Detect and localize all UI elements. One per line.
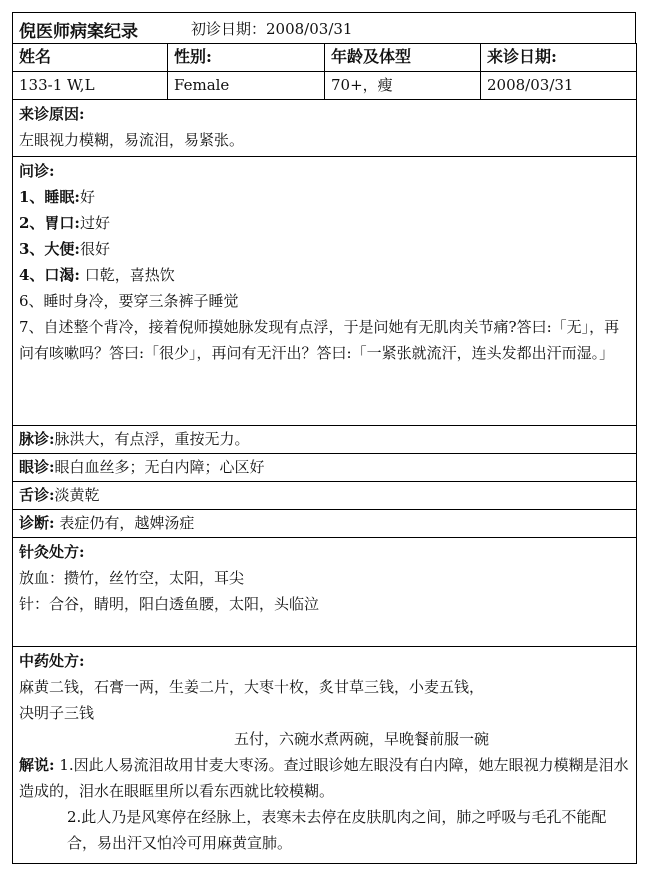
tongue-text: 淡黄乾: [54, 486, 100, 504]
herbal-line: 麻黄二钱，石膏一两，生姜二片，大枣十枚，炙甘草三钱，小麦五钱，: [19, 678, 485, 696]
diagnosis-row: [13, 510, 637, 538]
reason-row: [13, 100, 637, 157]
inquiry-item: [19, 288, 630, 314]
inquiry-item: [19, 262, 630, 288]
diagnosis-cell: [13, 510, 637, 538]
pulse-cell: [13, 426, 637, 454]
case-table: [12, 43, 637, 864]
record-title: 倪医师病案纪录: [19, 22, 138, 42]
stool-text: 很好: [79, 240, 110, 258]
name-header: 姓名: [13, 44, 168, 72]
herbal-row: [13, 647, 637, 864]
appetite-label: 2、胃口:: [19, 214, 80, 232]
thirst-label: 4、口渴:: [19, 266, 80, 284]
herbal-label: 中药处方:: [19, 652, 85, 670]
patient-header-row: [13, 44, 637, 72]
eye-row: [13, 454, 637, 482]
inquiry-item: [19, 184, 630, 210]
tongue-label: 舌诊:: [19, 486, 55, 504]
reason-cell: [13, 100, 637, 157]
sleep-text: 好: [79, 188, 95, 206]
stool-label: 3、大便:: [19, 240, 80, 258]
bloodletting-line: 放血：攒竹，丝竹空，太阳，耳尖: [19, 569, 245, 587]
reason-text: 左眼视力模糊，易流泪，易紧张。: [19, 131, 245, 149]
explanation-2: 2.此人乃是风寒停在经脉上，表寒未去停在皮肤肌肉之间，肺之呼吸与毛孔不能配合，易出汗又怕冷可用麻黄宣肺。: [67, 808, 607, 852]
reason-label: 来诊原因:: [19, 105, 85, 123]
tongue-row: [13, 482, 637, 510]
patient-sex: Female: [168, 72, 325, 100]
inquiry-row: [13, 157, 637, 426]
herbal-cell: [13, 647, 637, 864]
diagnosis-text: 表症仍有，越婢汤症: [54, 514, 195, 532]
sleep-label: 1、睡眠:: [19, 188, 80, 206]
pulse-text: 脉洪大，有点浮，重按无力。: [54, 430, 250, 448]
needling-line: 针：合谷，睛明，阳白透鱼腰，太阳，头临泣: [19, 595, 320, 613]
eye-text: 眼白血丝多；无白内障；心区好: [54, 458, 265, 476]
inquiry-item: [19, 210, 630, 236]
explanation-1-text: 1.因此人易流泪故用甘麦大枣汤。查过眼诊她左眼没有白内障，她左眼视力模糊是泪水造成的，泪水在眼眶里所以看东西就比较模糊。: [19, 756, 629, 800]
pulse-label: 脉诊:: [19, 430, 55, 448]
herbal-line: 决明子三钱: [19, 704, 95, 722]
title-row: [12, 12, 636, 43]
first-visit-date: 初诊日期：2008/03/31: [191, 20, 353, 38]
pulse-row: [13, 426, 637, 454]
dosage-line: 五付，六碗水煮两碗，早晚餐前服一碗: [234, 730, 490, 748]
inquiry-item: [19, 314, 630, 366]
visit-date-header: 来诊日期:: [481, 44, 637, 72]
acupuncture-cell: [13, 538, 637, 647]
inquiry-label: 问诊:: [19, 162, 55, 180]
case-record-sheet: [12, 12, 636, 864]
explanation-1: [19, 752, 630, 804]
patient-age: 70+，瘦: [325, 72, 481, 100]
item-7-text: 7、自述整个背冷，接着倪师摸她脉发现有点浮，于是问她有无肌肉关节痛?答曰:「无」，再问有咳嗽吗？答曰:「很少」，再问有无汗出？答曰:「一紧张就流汗，连头发都出汗而湿。」: [19, 318, 620, 362]
visit-date: 2008/03/31: [481, 72, 637, 100]
age-header: 年龄及体型: [325, 44, 481, 72]
eye-label: 眼诊:: [19, 458, 55, 476]
patient-name: 133-1 W,L: [13, 72, 168, 100]
tongue-cell: [13, 482, 637, 510]
acupuncture-label: 针灸处方:: [19, 543, 85, 561]
diagnosis-label: 诊断:: [19, 514, 55, 532]
acupuncture-row: [13, 538, 637, 647]
item-6-text: 6、睡时身冷，要穿三条裤子睡觉: [19, 292, 239, 310]
eye-cell: [13, 454, 637, 482]
inquiry-cell: [13, 157, 637, 426]
explanation-label: 解说:: [19, 756, 55, 774]
inquiry-item: [19, 236, 630, 262]
patient-value-row: [13, 72, 637, 100]
thirst-text: 口乾，喜热饮: [79, 266, 175, 284]
appetite-text: 过好: [79, 214, 110, 232]
sex-header: 性别:: [168, 44, 325, 72]
